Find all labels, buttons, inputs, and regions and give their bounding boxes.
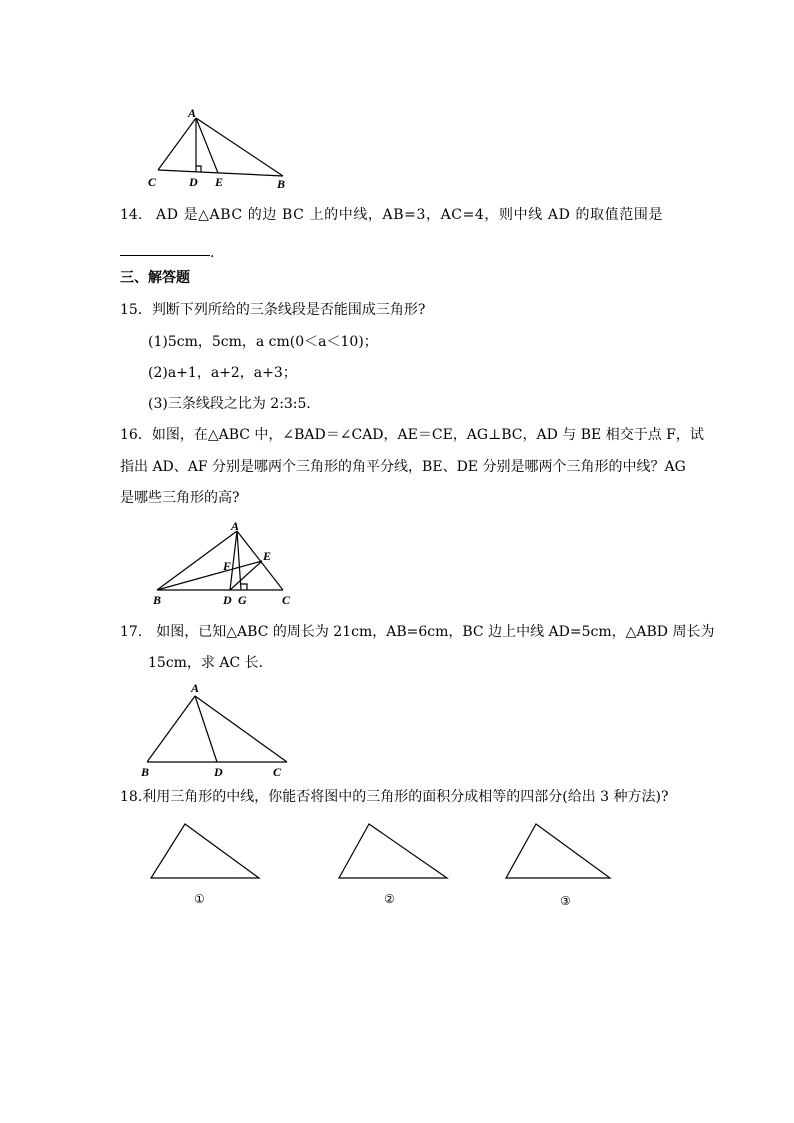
- q17-line-2: 15cm，求 AC 长．: [148, 655, 273, 671]
- q18-triangle-1: [145, 818, 265, 884]
- q15-item-1: (1)5cm，5cm，a cm(0＜a＜10)；: [148, 334, 378, 350]
- q14-answer-blank: [120, 255, 210, 256]
- q15-item-2: (2)a+1，a+2，a+3；: [148, 365, 297, 381]
- segment-ac: [237, 531, 283, 590]
- label-a: A: [231, 519, 240, 533]
- q18-triangle-2: [335, 818, 455, 884]
- segment-ad: [230, 531, 237, 590]
- segment-ad: [195, 696, 217, 762]
- q16-line-3: 是哪些三角形的高?: [120, 490, 240, 506]
- label-c: C: [148, 175, 157, 189]
- q16-line-2: 指出 AD、AF 分别是哪两个三角形的角平分线，BE、DE 分别是哪两个三角形的中线？AG: [120, 459, 686, 475]
- label-c: C: [282, 593, 291, 607]
- label-b: B: [277, 177, 286, 191]
- figure-q17: [135, 678, 300, 780]
- right-angle-mark: [241, 584, 247, 590]
- label-e: E: [263, 549, 272, 563]
- label-b: B: [153, 593, 162, 607]
- label-g: G: [238, 593, 247, 607]
- segment-ae: [196, 118, 218, 173]
- right-angle-mark: [196, 166, 201, 172]
- label-f: F: [223, 559, 232, 573]
- q18-label-3: ③: [560, 894, 571, 908]
- q18-label-1: ①: [194, 892, 205, 906]
- figure-q16: [145, 515, 305, 607]
- label-b: B: [141, 765, 150, 779]
- q16-line-1: 16．如图，在△ABC 中，∠BAD＝∠CAD，AE＝CE，AG⊥BC，AD 与 BE 相交于点 F，试: [120, 427, 704, 443]
- segment-ac: [158, 118, 196, 170]
- label-c: C: [273, 765, 282, 779]
- label-d: D: [223, 593, 232, 607]
- label-d: D: [214, 765, 223, 779]
- segment-ab: [147, 696, 195, 762]
- label-d: D: [189, 175, 198, 189]
- q15-item-3: (3)三条线段之比为 2:3:5．: [148, 396, 321, 412]
- q14-end: .: [210, 245, 215, 261]
- label-a: A: [191, 681, 200, 695]
- section-title: 三、解答题: [120, 270, 190, 286]
- q15-stem: 15．判断下列所给的三条线段是否能围成三角形?: [120, 302, 426, 318]
- q18-text: 18.利用三角形的中线，你能否将图中的三角形的面积分成相等的四部分(给出 3 种方法)?: [120, 789, 669, 805]
- segment-ab: [196, 118, 283, 176]
- figure-q13: [140, 100, 310, 195]
- q17-line-1: 17. 如图，已知△ABC 的周长为 21cm，AB=6cm，BC 边上中线 AD=5cm，△ABD 周长为: [120, 624, 715, 640]
- q14-number: 14.: [120, 207, 143, 223]
- label-a: A: [188, 106, 197, 120]
- q18-triangle-3: [500, 818, 620, 884]
- segment-ac: [195, 696, 287, 762]
- label-e: E: [215, 175, 224, 189]
- q14-text: AD 是△ABC 的边 BC 上的中线，AB=3，AC=4，则中线 AD 的取值范围是: [156, 207, 664, 223]
- q18-label-2: ②: [384, 892, 395, 906]
